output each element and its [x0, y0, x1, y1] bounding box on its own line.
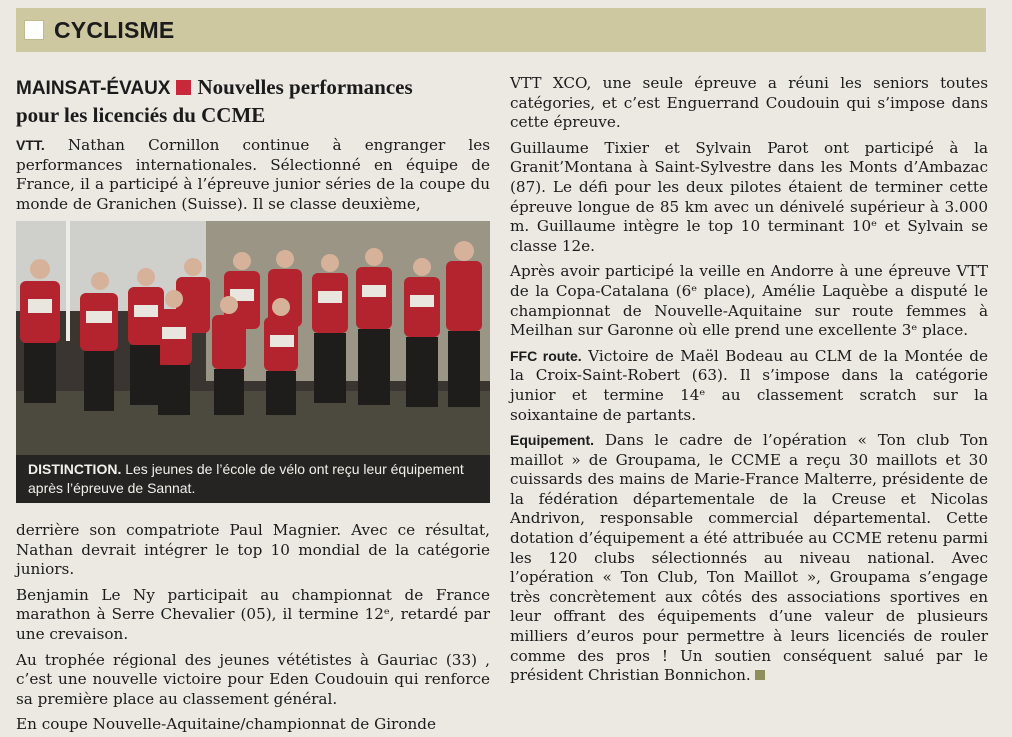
red-square-icon	[176, 80, 191, 95]
section-square-icon	[24, 20, 44, 40]
paragraph-gauriac: Au trophée régional des jeunes vététistes à Gauriac (33) , c’est une nouvelle victoire pour Eden Coudouin qui renforce sa première place au classement général.	[16, 650, 490, 708]
paragraph-equipement	[510, 431, 988, 686]
photo-caption-text: Les jeunes de l’école de vélo ont reçu leur équipement après l’épreuve de Sannat.	[28, 461, 464, 496]
article-headline	[16, 74, 486, 128]
paragraph-ffc-label: FFC route.	[510, 347, 582, 364]
paragraph-vtt-text: Nathan Cornillon continue à engranger les performances internationales. Sélectionné en équipe de France, il a participé à l’épreuve junior séries de la coupe du monde de Granichen (Suisse). Il se classe deuxième,	[16, 136, 490, 213]
paragraph-coupe-continued: VTT XCO, une seule épreuve a réuni les seniors toutes catégories, et c’est Enguerrand Coudouin qui s’impose dans cette épreuve.	[510, 74, 988, 132]
headline-title-line2: pour les licenciés du CCME	[16, 103, 266, 127]
headline-location: MAINSAT-ÉVAUX	[16, 78, 171, 99]
paragraph-vtt	[16, 136, 490, 214]
photo-caption-label: DISTINCTION.	[28, 461, 122, 477]
left-column-top	[16, 136, 490, 220]
section-banner	[16, 8, 986, 52]
paragraph-equipement-label: Equipement.	[510, 432, 595, 449]
paragraph-ffc-text: Victoire de Maël Bodeau au CLM de la Montée de la Croix-Saint-Robert (63). Il s’impose dans la catégorie junior et termine 14ᵉ au classement scratch sur la soixantaine de partants.	[510, 346, 989, 424]
paragraph-marathon: Benjamin Le Ny participait au championnat de France marathon à Serre Chevalier (05), il termine 12ᵉ, retardé par une crevaison.	[16, 585, 490, 643]
paragraph-equipement-text: Dans le cadre de l’opération « Ton club Ton maillot » de Groupama, le CCME a reçu 30 maillots et 30 cuissards des mains de Marie-France Malterre, présidente de la fédération départementale de la Creuse et Nicolas Andrivon, responsable commercial départemental. Cette dotation d’équipement a été attribuée au CCME retenu parmi les 120 clubs sélectionnés au niveau national. Avec l’opération « Ton Club, Ton Maillot », Groupama s’engage très concrètement aux côtés des associations sportives en leur offrant des équipements d’une valeur de plusieurs milliers d’euros pour permettre à leurs licenciés de rouler comme des pros ! Un soutien conséquent salué par le président Christian Bonnichon.	[510, 431, 988, 685]
headline-title-line1: Nouvelles performances	[197, 75, 413, 99]
photo-caption	[16, 455, 490, 503]
right-column	[510, 74, 988, 692]
paragraph-coupe-start: En coupe Nouvelle-Aquitaine/championnat de Gironde	[16, 715, 436, 734]
paragraph-amelie: Après avoir participé la veille en Andorre à une épreuve VTT de la Copa-Catalana (6ᵉ place), Amélie Laquèbe a disputé le championnat de Nouvelle-Aquitaine sur route femmes à Meilhan sur Garonne où elle prend une excellente 3ᵉ place.	[510, 262, 988, 340]
paragraph-ffc-route	[510, 347, 988, 425]
section-title: CYCLISME	[54, 16, 175, 43]
paragraph-vtt-continued: derrière son compatriote Paul Magnier. Avec ce résultat, Nathan devrait intégrer le top 10 mondial de la catégorie juniors.	[16, 521, 490, 579]
paragraph-vtt-label: VTT.	[16, 137, 45, 153]
left-column-bottom	[16, 521, 490, 737]
team-photo	[16, 221, 490, 503]
paragraph-granit-montana: Guillaume Tixier et Sylvain Parot ont participé à la Granit’Montana à Saint-Sylvestre dans les Monts d’Ambazac (87). Le défi pour les deux pilotes étaient de terminer cette épreuve longue de 85 km avec un dénivelé supérieur à 3.000 m. Guillaume intègre le top 10 terminant 10ᵉ et Sylvain se classe 12e.	[510, 138, 988, 255]
end-of-article-icon	[755, 670, 765, 680]
